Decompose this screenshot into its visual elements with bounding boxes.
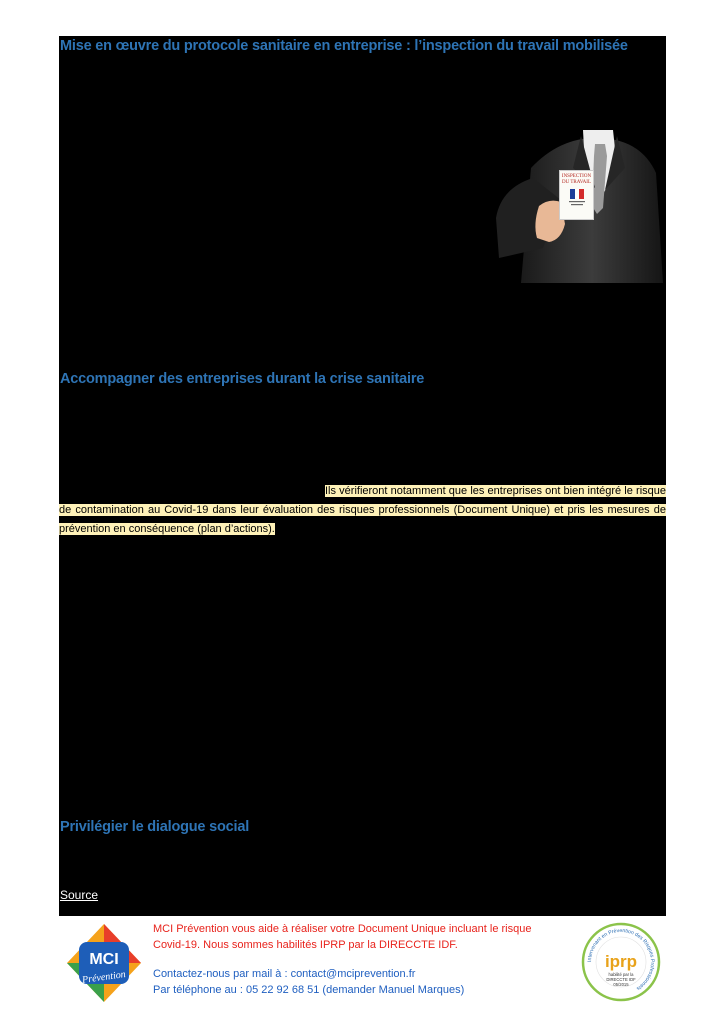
iprp-name: iprp xyxy=(604,952,638,971)
contact-phone[interactable]: Par téléphone au : 05 22 92 68 51 (demander Manuel Marques) xyxy=(153,983,465,996)
inspection-card xyxy=(559,170,594,220)
mci-logo-tagline: Prévention xyxy=(81,969,127,987)
section-heading-accompagner: Accompagner des entreprises durant la crise sanitaire xyxy=(60,371,425,387)
iprp-line-2: DIRECCTE IDF xyxy=(606,977,636,982)
section-heading-dialogue: Privilégier le dialogue social xyxy=(60,819,250,835)
document-page xyxy=(59,36,666,1004)
contact-mail[interactable]: Contactez-nous par mail à : contact@mciprevention.fr xyxy=(153,968,416,980)
page-title: Mise en œuvre du protocole sanitaire en entreprise : l’inspection du travail mobilisée xyxy=(60,38,628,54)
highlighted-paragraph xyxy=(59,482,666,539)
promo-line-1: MCI Prévention vous aide à réaliser votre Document Unique incluant le risque xyxy=(153,923,532,935)
promo-line-2: Covid-19. Nous sommes habilités IPRP par la DIRECCTE IDF. xyxy=(153,938,458,951)
footer-text xyxy=(153,922,573,998)
highlighted-text: Ils vérifieront notamment que les entreprises ont bien intégré le risque de contamination au Covid-19 dans leur évaluation des risques professionnels (Document Unique) et pris les mesures de prévention en conséquence (plan d’actions). xyxy=(59,485,666,535)
iprp-line-3: 05/2015 xyxy=(613,982,629,987)
iprp-line-1: habilité par la xyxy=(608,972,634,977)
source-link[interactable]: Source xyxy=(60,888,99,902)
inspector-photo xyxy=(491,128,663,283)
card-title: INSPECTION DU TRAVAIL xyxy=(561,174,592,185)
mci-prevention-logo xyxy=(65,922,143,1004)
mci-logo-name: MCI xyxy=(89,951,119,968)
footer-banner xyxy=(59,916,666,1004)
iprp-ring-text: Intervenant en Prévention des Risques Professionnels xyxy=(586,927,656,992)
iprp-badge-logo xyxy=(581,922,661,1002)
card-text-lines-icon xyxy=(567,201,587,207)
marianne-logo-icon xyxy=(570,189,584,199)
